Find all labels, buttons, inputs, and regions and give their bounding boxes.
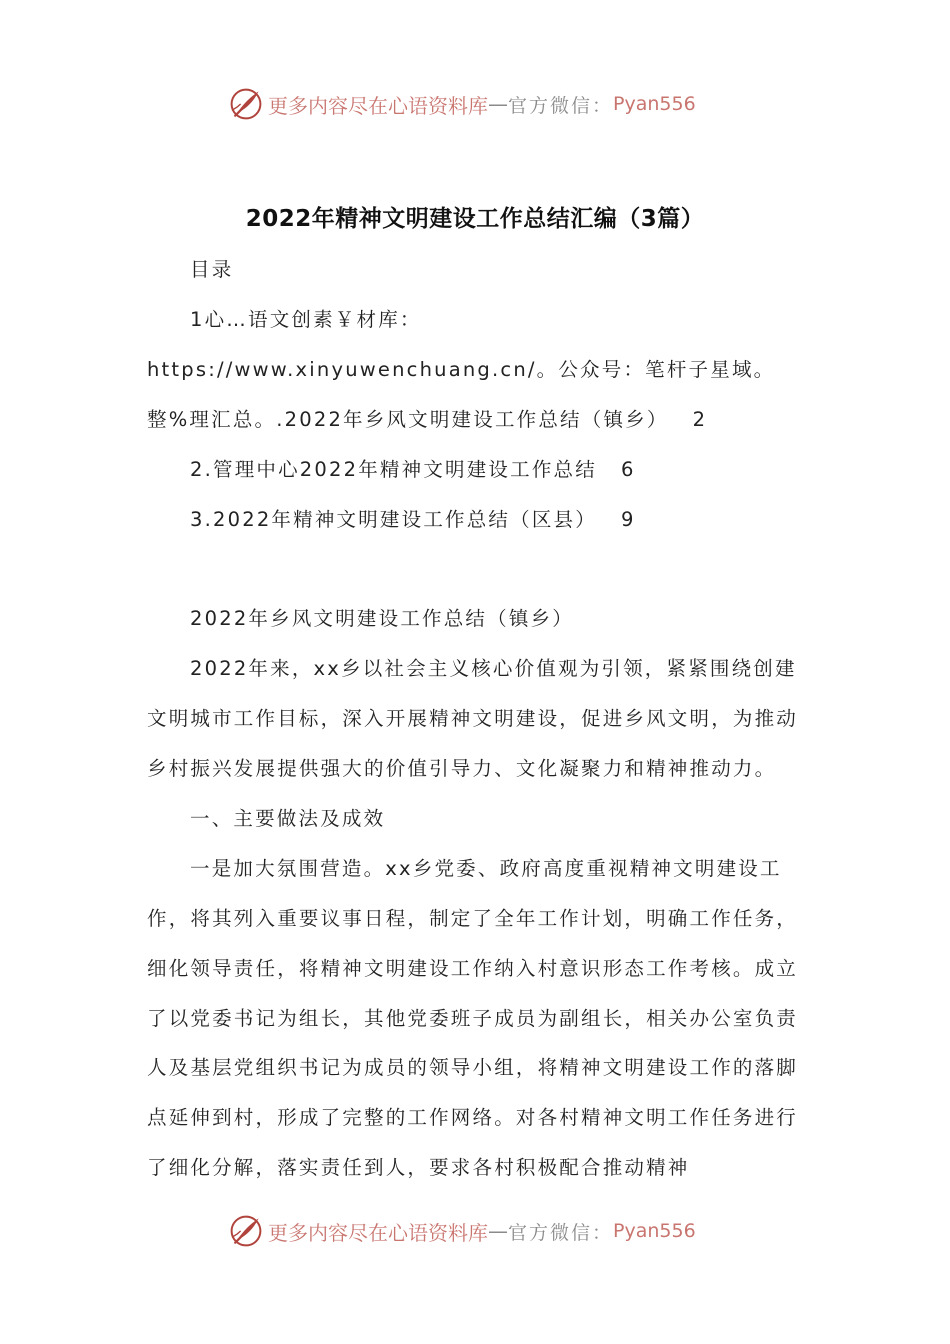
toc-item-text: 3.2022年精神文明建设工作总结（区县） <box>190 507 597 531</box>
banner-wechat-id: Pyan556 <box>613 93 696 115</box>
quill-logo-icon <box>228 1213 264 1249</box>
banner-wechat-label: 官方微信： <box>508 94 614 117</box>
toc-page-number: 6 <box>620 457 636 481</box>
banner-wechat-id: Pyan556 <box>613 1220 696 1242</box>
spacer <box>147 544 809 594</box>
toc-item-text: 2.管理中心2022年精神文明建设工作总结 <box>190 457 597 481</box>
document-body <box>147 245 809 1193</box>
toc-page-number: 9 <box>620 507 636 531</box>
toc-page-number: 2 <box>692 407 708 431</box>
header-banner <box>228 84 696 124</box>
footer-banner <box>228 1211 696 1251</box>
toc-heading: 目录 <box>190 258 234 281</box>
subheading: 一、主要做法及成效 <box>190 806 386 830</box>
banner-dash: — <box>488 92 508 116</box>
banner-wechat-label: 官方微信： <box>508 1221 614 1244</box>
banner-main-text: 更多内容尽在心语资料库 <box>268 1220 488 1245</box>
toc-item-text: 1心…语文创素￥材库：https://www.xinyuwenchuang.cn/。公众号：笔杆子星域。整%理汇总。.2022年乡风文明建设工作总结（镇乡） <box>147 307 776 431</box>
toc-item-2 <box>147 445 809 495</box>
document-title: 2022年精神文明建设工作总结汇编（3篇） <box>245 206 705 232</box>
toc-item-1 <box>147 295 809 445</box>
quill-logo-icon <box>228 86 264 122</box>
banner-main-text: 更多内容尽在心语资料库 <box>268 93 488 118</box>
banner-dash: — <box>488 1219 508 1243</box>
intro-paragraph: 2022年来，xx乡以社会主义核心价值观为引领，紧紧围绕创建文明城市工作目标，深入开展精神文明建设，促进乡风文明，为推动乡村振兴发展提供强大的价值引导力、文化凝聚力和精神推动力。 <box>147 657 799 781</box>
toc-item-3 <box>147 495 809 545</box>
section-title: 2022年乡风文明建设工作总结（镇乡） <box>190 607 574 631</box>
body-paragraph: 一是加大氛围营造。xx乡党委、政府高度重视精神文明建设工作，将其列入重要议事日程，制定了全年工作计划，明确工作任务，细化领导责任，将精神文明建设工作纳入村意识形态工作考核。成立了以党委书记为组长，其他党委班子成员为副组长，相关办公室负责人及基层党组织书记为成员的领导小组，将精神文明建设工作的落脚点延伸到村，形成了完整的工作网络。对各村精神文明工作任务进行了细化分解，落实责任到人，要求各村积极配合推动精神 <box>147 856 799 1180</box>
